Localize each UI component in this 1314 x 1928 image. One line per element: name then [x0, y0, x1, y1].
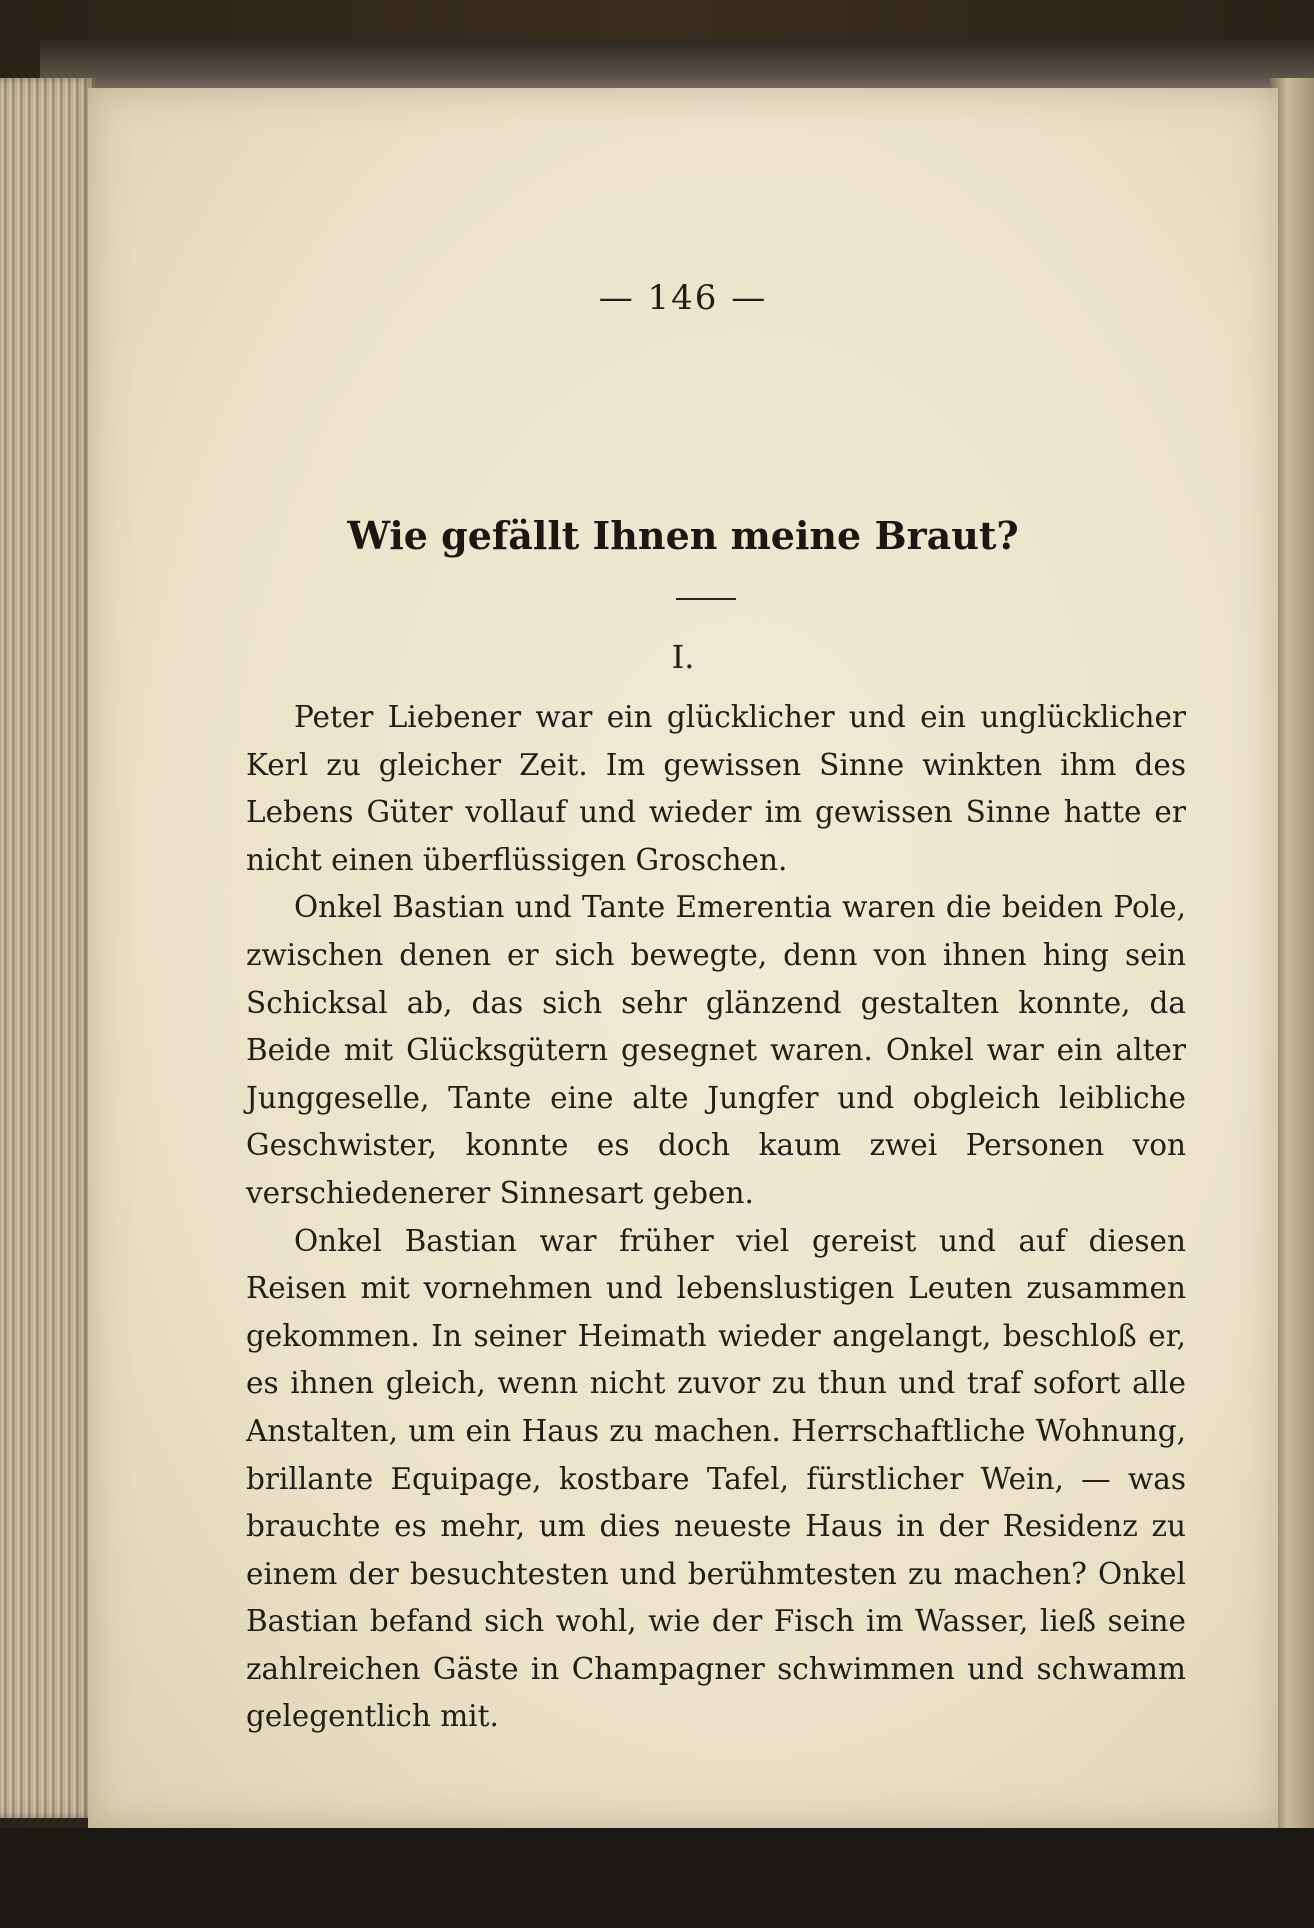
chapter-title: Wie gefällt Ihnen meine Braut? [347, 513, 1019, 558]
paragraph: Peter Liebener war ein glücklicher und ein unglücklicher Kerl zu gleicher Zeit. Im gewissen Sinne winkten ihm des Lebens Güter vollauf und wieder im gewissen Sinne hatte er nicht einen überflüssigen Groschen. [246, 700, 1186, 877]
left-page-stack [0, 78, 95, 1818]
book-page [88, 88, 1278, 1828]
paragraph: Onkel Bastian und Tante Emerentia waren die beiden Pole, zwischen denen er sich bewegte, denn von ihnen hing sein Schicksal ab, das sich sehr glänzend gestalten konnte, da Beide mit Glücksgütern gesegnet waren. Onkel war ein alter Junggeselle, Tante eine alte Jungfer und obgleich leibliche Geschwister, konnte es doch kaum zwei Personen von verschiedenerer Sinnesart geben. [246, 890, 1186, 1210]
background-bottom [0, 1828, 1314, 1928]
section-number: I. [671, 638, 695, 676]
title-rule [676, 598, 736, 600]
paragraph: Onkel Bastian war früher viel gereist und auf diesen Reisen mit vornehmen und lebenslustigen Leuten zusammen gekommen. In seiner Heimath wieder angelangt, beschloß er, es ihnen gleich, wenn nicht zuvor zu thun und traf sofort alle Anstalten, um ein Haus zu machen. Herrschaftliche Wohnung, brillante Equipage, kostbare Tafel, fürstlicher Wein, — was brauchte es mehr, um dies neueste Haus in der Residenz zu einem der besuchtesten und berühmtesten zu machen? Onkel Bastian befand sich wohl, wie der Fisch im Wasser, ließ seine zahlreichen Gäste in Champagner schwimmen und schwamm gelegentlich mit. [246, 1223, 1186, 1734]
body-text [246, 694, 1186, 1741]
page-number: — 146 — [598, 278, 768, 318]
